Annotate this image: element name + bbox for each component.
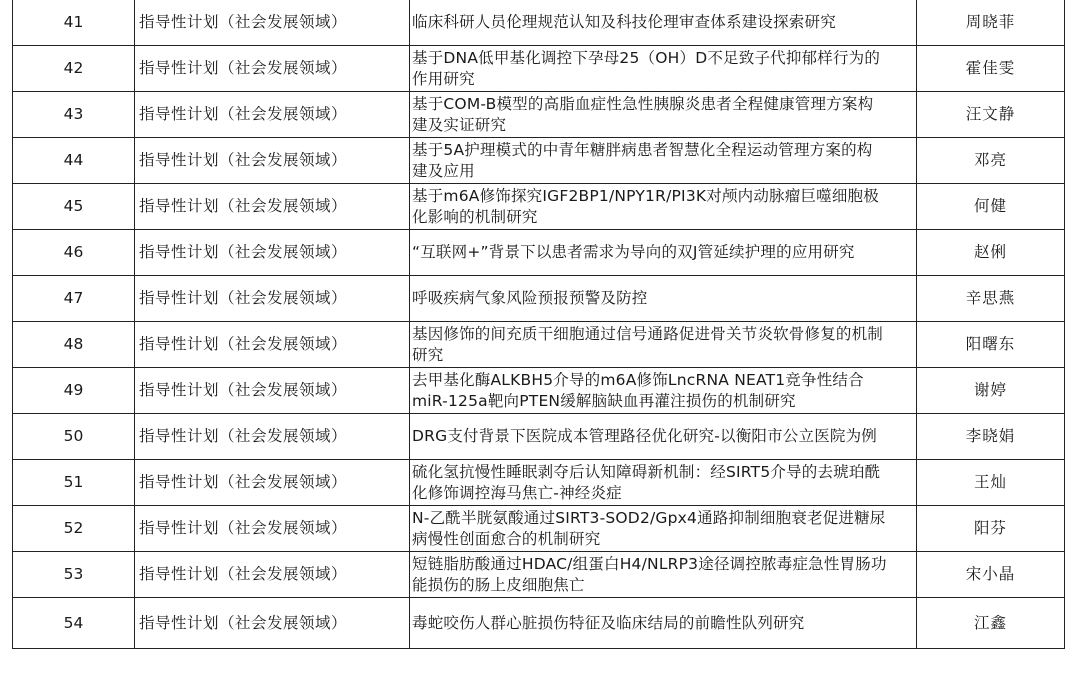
- person-name-cell: 李晓娟: [917, 414, 1065, 460]
- row-number-cell: 53: [13, 552, 135, 598]
- project-title-cell: 基因修饰的间充质干细胞通过信号通路促进骨关节炎软骨修复的机制研究: [410, 322, 917, 368]
- project-title-cell: 基于COM-B模型的高脂血症性急性胰腺炎患者全程健康管理方案构建及实证研究: [410, 92, 917, 138]
- row-number-cell: 41: [13, 0, 135, 46]
- project-title-cell: 呼吸疾病气象风险预报预警及防控: [410, 276, 917, 322]
- person-name-cell: 谢婷: [917, 368, 1065, 414]
- row-number-cell: 50: [13, 414, 135, 460]
- person-name-cell: 王灿: [917, 460, 1065, 506]
- table-row: [13, 230, 1065, 276]
- person-name-cell: 汪文静: [917, 92, 1065, 138]
- table-row: [13, 506, 1065, 552]
- row-number-cell: 46: [13, 230, 135, 276]
- row-number-cell: 52: [13, 506, 135, 552]
- project-title-cell: 基于m6A修饰探究IGF2BP1/NPY1R/PI3K对颅内动脉瘤巨噬细胞极化影响的机制研究: [410, 184, 917, 230]
- project-title-cell: N-乙酰半胱氨酸通过SIRT3-SOD2/Gpx4通路抑制细胞衰老促进糖尿病慢性创面愈合的机制研究: [410, 506, 917, 552]
- table-row: [13, 552, 1065, 598]
- row-number-cell: 44: [13, 138, 135, 184]
- project-table-body: [13, 0, 1065, 649]
- row-number-cell: 54: [13, 598, 135, 649]
- plan-type-cell: 指导性计划（社会发展领域）: [135, 0, 410, 46]
- person-name-cell: 宋小晶: [917, 552, 1065, 598]
- table-row: [13, 460, 1065, 506]
- person-name-cell: 霍佳雯: [917, 46, 1065, 92]
- project-title-cell: 毒蛇咬伤人群心脏损伤特征及临床结局的前瞻性队列研究: [410, 598, 917, 649]
- table-row: [13, 276, 1065, 322]
- plan-type-cell: 指导性计划（社会发展领域）: [135, 138, 410, 184]
- table-row: [13, 184, 1065, 230]
- row-number-cell: 49: [13, 368, 135, 414]
- plan-type-cell: 指导性计划（社会发展领域）: [135, 414, 410, 460]
- person-name-cell: 辛思燕: [917, 276, 1065, 322]
- table-row: [13, 322, 1065, 368]
- plan-type-cell: 指导性计划（社会发展领域）: [135, 230, 410, 276]
- project-title-cell: 短链脂肪酸通过HDAC/组蛋白H4/NLRP3途径调控脓毒症急性胃肠功能损伤的肠上皮细胞焦亡: [410, 552, 917, 598]
- table-row: [13, 0, 1065, 46]
- row-number-cell: 47: [13, 276, 135, 322]
- plan-type-cell: 指导性计划（社会发展领域）: [135, 506, 410, 552]
- project-title-cell: DRG支付背景下医院成本管理路径优化研究-以衡阳市公立医院为例: [410, 414, 917, 460]
- row-number-cell: 43: [13, 92, 135, 138]
- table-row: [13, 46, 1065, 92]
- table-row: [13, 138, 1065, 184]
- table-row: [13, 92, 1065, 138]
- person-name-cell: 何健: [917, 184, 1065, 230]
- plan-type-cell: 指导性计划（社会发展领域）: [135, 46, 410, 92]
- plan-type-cell: 指导性计划（社会发展领域）: [135, 322, 410, 368]
- person-name-cell: 赵俐: [917, 230, 1065, 276]
- row-number-cell: 51: [13, 460, 135, 506]
- project-title-cell: 基于DNA低甲基化调控下孕母25（OH）D不足致子代抑郁样行为的作用研究: [410, 46, 917, 92]
- plan-type-cell: 指导性计划（社会发展领域）: [135, 276, 410, 322]
- table-row: [13, 598, 1065, 649]
- plan-type-cell: 指导性计划（社会发展领域）: [135, 598, 410, 649]
- project-title-cell: 临床科研人员伦理规范认知及科技伦理审查体系建设探索研究: [410, 0, 917, 46]
- project-table-container: [12, 0, 1064, 649]
- project-table: [12, 0, 1065, 649]
- table-row: [13, 414, 1065, 460]
- plan-type-cell: 指导性计划（社会发展领域）: [135, 460, 410, 506]
- plan-type-cell: 指导性计划（社会发展领域）: [135, 368, 410, 414]
- project-title-cell: 基于5A护理模式的中青年糖胖病患者智慧化全程运动管理方案的构建及应用: [410, 138, 917, 184]
- project-title-cell: 去甲基化酶ALKBH5介导的m6A修饰LncRNA NEAT1竞争性结合miR-125a靶向PTEN缓解脑缺血再灌注损伤的机制研究: [410, 368, 917, 414]
- person-name-cell: 周晓菲: [917, 0, 1065, 46]
- row-number-cell: 45: [13, 184, 135, 230]
- plan-type-cell: 指导性计划（社会发展领域）: [135, 92, 410, 138]
- project-title-cell: 硫化氢抗慢性睡眠剥夺后认知障碍新机制：经SIRT5介导的去琥珀酰化修饰调控海马焦亡-神经炎症: [410, 460, 917, 506]
- row-number-cell: 42: [13, 46, 135, 92]
- plan-type-cell: 指导性计划（社会发展领域）: [135, 552, 410, 598]
- person-name-cell: 江鑫: [917, 598, 1065, 649]
- plan-type-cell: 指导性计划（社会发展领域）: [135, 184, 410, 230]
- table-row: [13, 368, 1065, 414]
- person-name-cell: 阳芬: [917, 506, 1065, 552]
- person-name-cell: 阳曙东: [917, 322, 1065, 368]
- person-name-cell: 邓亮: [917, 138, 1065, 184]
- project-title-cell: “互联网+”背景下以患者需求为导向的双J管延续护理的应用研究: [410, 230, 917, 276]
- row-number-cell: 48: [13, 322, 135, 368]
